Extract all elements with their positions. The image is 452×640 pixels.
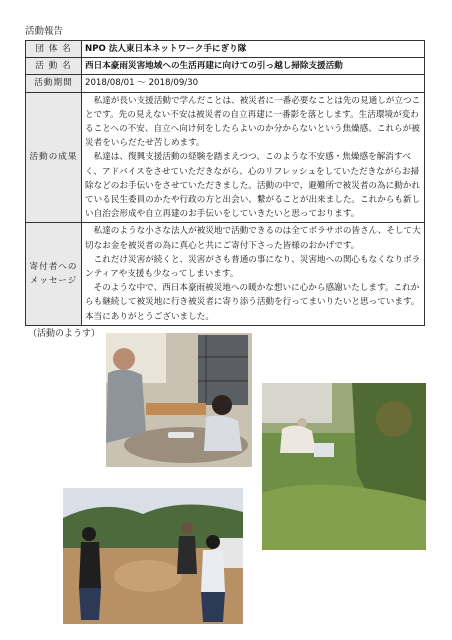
report-table xyxy=(25,40,425,326)
photo-conversation xyxy=(106,333,252,467)
donor-label-line2: メッセージ xyxy=(29,276,78,287)
organization-label: 団 体 名 xyxy=(26,41,82,58)
donor-label-line1: 寄付者への xyxy=(29,261,78,272)
photo-yard-cleanup xyxy=(262,383,426,550)
organization-value: NPO 法人東日本ネットワーク手にぎり隊 xyxy=(82,41,425,58)
results-paragraph: 私達は、復興支援活動の経験を踏まえつつ、このような不安感・焦燥感を解消すべく、アドバイスをさせていただきながら、心のリフレッシュをしていただきながらお掃除などのお手伝いをさせていただきました。活動の中で、避難所で被災者の為に動かれている民生委員のかたや行政の方と出会い、繋がることが出来ました。これからも新しい自治会形成や自立再建のお手伝いをしていきたいと思っております。 xyxy=(85,152,421,220)
results-text xyxy=(82,92,425,223)
row-period xyxy=(26,75,425,92)
photo-debris-site xyxy=(63,488,243,624)
donor-paragraph: 私達のような小さな法人が被災地で活動できるのは全てボラサポの皆さん、そして大切なお金を被災者の為に真心と共にご寄付下さった皆様のおかげです。 xyxy=(85,226,421,251)
photos-caption: （活動のようす） xyxy=(28,329,101,339)
row-activity-name xyxy=(26,58,425,75)
donor-message-label xyxy=(26,223,82,325)
donor-paragraph: これだけ災害が続くと、災害がさも普通の事になり、災害地への関心もなくなりボランティアや支援も少なってしまいます。 xyxy=(85,254,421,280)
donor-paragraph: そのような中で、西日本豪雨被災地への暖かな想いに心から感謝いたします。これからも継続して被災地に行き被災者に寄り添う活動を行ってまいりたいと思っています。本当にありがとうございました。 xyxy=(85,283,420,322)
row-organization xyxy=(26,41,425,58)
activity-name-label: 活 動 名 xyxy=(26,58,82,75)
results-paragraph: 私達が長い支援活動で学んだことは、被災者に一番必要なことは先の見通しが立つことです。先の見えない不安は被災者の自立再建に一番影を落とします。生活環境が変わることへの不安、自立へ向け何をしたらよいのか分からないという焦燥感、これらが被災者をいらだたせ苦しめます。 xyxy=(85,95,421,149)
results-label: 活動の成果 xyxy=(26,92,82,223)
activity-name-value: 西日本豪雨災害地域への生活再建に向けての引っ越し掃除支援活動 xyxy=(82,58,425,75)
period-value: 2018/08/01 ～ 2018/09/30 xyxy=(82,75,425,92)
period-label: 活動期間 xyxy=(26,75,82,92)
report-heading: 活動報告 xyxy=(25,26,64,37)
row-donor-message xyxy=(26,223,425,325)
donor-message-text xyxy=(82,223,425,325)
row-results xyxy=(26,92,425,223)
